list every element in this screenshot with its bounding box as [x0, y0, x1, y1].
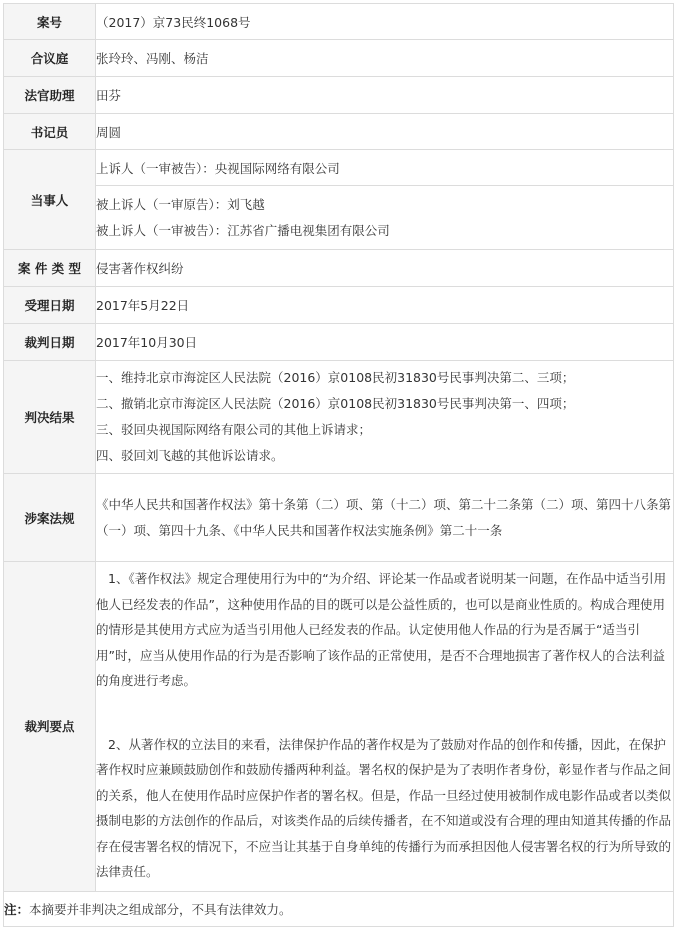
label-judgment-date: 裁判日期 — [4, 324, 96, 361]
label-accept-date: 受理日期 — [4, 287, 96, 324]
value-laws: 《中华人民共和国著作权法》第十条第（二）项、第（十二）项、第二十二条第（二）项、第四十八条第（一）项、第四十九条、《中华人民共和国著作权法实施条例》第二十一条 — [96, 474, 674, 562]
value-clerk: 周圆 — [96, 114, 674, 150]
label-key-points: 裁判要点 — [4, 562, 96, 892]
note-text: 本摘要并非判决之组成部分，不具有法律效力。 — [29, 901, 292, 917]
result-item-1: 一、维持北京市海淀区人民法院（2016）京0108民初31830号民事判决第二、三项； — [96, 370, 575, 385]
value-result — [96, 361, 674, 474]
row-panel — [4, 40, 674, 77]
value-accept-date: 2017年5月22日 — [96, 287, 674, 324]
value-key-points — [96, 562, 674, 892]
label-case-number: 案号 — [4, 4, 96, 40]
label-laws: 涉案法规 — [4, 474, 96, 562]
row-laws — [4, 474, 674, 562]
appellee-1: 被上诉人（一审原告）：刘飞越 — [96, 196, 265, 212]
label-assistant: 法官助理 — [4, 77, 96, 114]
result-item-3: 三、驳回央视国际网络有限公司的其他上诉请求； — [96, 422, 372, 437]
value-assistant: 田芬 — [96, 77, 674, 114]
row-assistant — [4, 77, 674, 114]
label-panel: 合议庭 — [4, 40, 96, 77]
result-item-2: 二、撤销北京市海淀区人民法院（2016）京0108民初31830号民事判决第一、四项； — [96, 396, 575, 411]
value-judgment-date: 2017年10月30日 — [96, 324, 674, 361]
label-case-type: 案 件 类 型 — [4, 250, 96, 287]
value-appellees — [96, 186, 674, 250]
label-clerk: 书记员 — [4, 114, 96, 150]
key-point-2: 2、从著作权的立法目的来看，法律保护作品的著作权是为了鼓励对作品的创作和传播，因此，在保护著作权时应兼顾鼓励创作和鼓励传播两种利益。署名权的保护是为了表明作者身份，彰显作者与作品之间的关系，他人在使用作品时应保护作者的署名权。但是，作品一旦经过使用被制作成电影作品或者以类似摄制电影的方法创作的作品后，对该类作品的后续传播者，在不知道或没有合理的理由知道其传播的作品存在侵害署名权的情况下，不应当让其基于自身单纯的传播行为而承担因他人侵害署名权的行为所导致的法律责任。 — [96, 736, 672, 879]
case-summary-table — [3, 3, 674, 927]
value-appellant: 上诉人（一审被告）：央视国际网络有限公司 — [96, 150, 674, 186]
appellee-2: 被上诉人（一审被告）：江苏省广播电视集团有限公司 — [96, 222, 390, 238]
value-case-type: 侵害著作权纠纷 — [96, 250, 674, 287]
result-item-4: 四、驳回刘飞越的其他诉讼请求。 — [96, 448, 284, 463]
row-case-number — [4, 4, 674, 40]
value-case-number: （2017）京73民终1068号 — [96, 4, 674, 40]
row-result — [4, 361, 674, 474]
label-result: 判决结果 — [4, 361, 96, 474]
key-point-1: 1、《著作权法》规定合理使用行为中的“为介绍、评论某一作品或者说明某一问题，在作品中适当引用他人已经发表的作品”，这种使用作品的目的既可以是公益性质的，也可以是商业性质的。构成合理使用的情形是其使用方式应为适当引用他人已经发表的作品。认定使用他人作品的行为是否属于“适当引用”时，应当从使用作品的行为是否影响了该作品的正常使用，是否不合理地损害了著作权人的合法利益的角度进行考虑。 — [96, 571, 667, 688]
row-parties-appellant — [4, 150, 674, 186]
label-parties: 当事人 — [4, 150, 96, 250]
row-judgment-date — [4, 324, 674, 361]
row-parties-appellees — [4, 186, 674, 250]
row-key-points — [4, 562, 674, 892]
row-accept-date — [4, 287, 674, 324]
row-case-type — [4, 250, 674, 287]
note-prefix: 注： — [4, 901, 30, 917]
row-clerk — [4, 114, 674, 150]
value-panel: 张玲玲、冯刚、杨洁 — [96, 40, 674, 77]
